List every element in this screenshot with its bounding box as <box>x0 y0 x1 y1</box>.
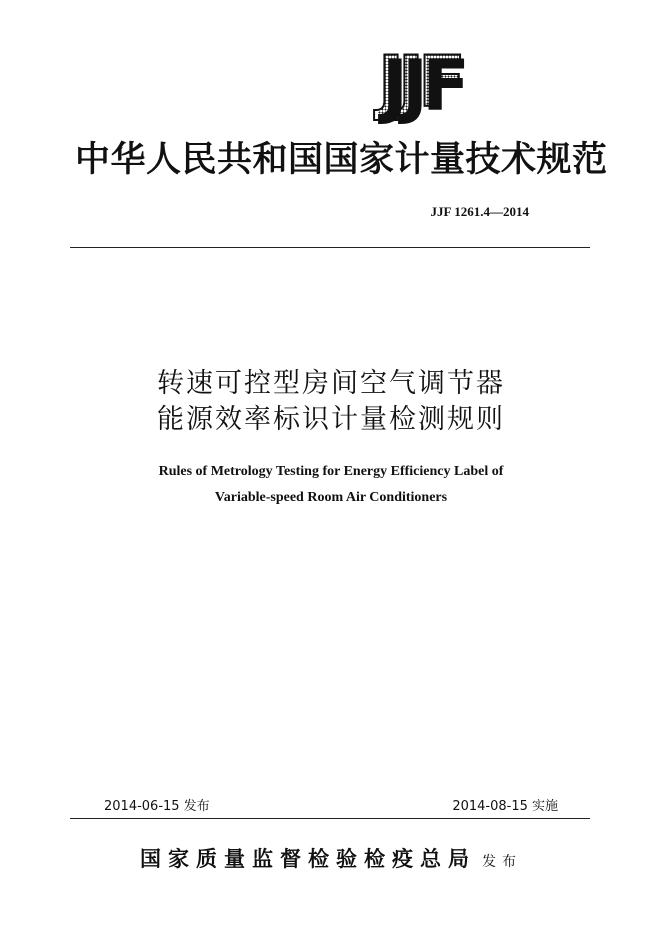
issue-date: 2014-06-15 发布 <box>104 799 210 814</box>
top-divider <box>70 247 590 248</box>
publish-label: 发布 <box>482 854 522 870</box>
publisher-line <box>0 843 662 873</box>
implementation-date: 2014-08-15 实施 <box>452 799 558 814</box>
jjf-logo <box>378 41 554 123</box>
jjf-logo-text: JJF <box>378 41 460 123</box>
publisher-name: 国家质量监督检验检疫总局 <box>140 846 476 871</box>
document-title-cn-line2: 能源效率标识计量检测规则 <box>157 404 505 435</box>
standard-number: JJF 1261.4—2014 <box>430 204 529 219</box>
document-title-en-line2: Variable-speed Room Air Conditioners <box>214 490 448 505</box>
page-title: 中华人民共和国国家计量技术规范 <box>75 139 608 180</box>
bottom-divider <box>70 818 590 819</box>
document-title-en-line1: Rules of Metrology Testing for Energy Efficiency Label of <box>158 464 504 479</box>
document-title-cn-line1: 转速可控型房间空气调节器 <box>157 368 505 399</box>
